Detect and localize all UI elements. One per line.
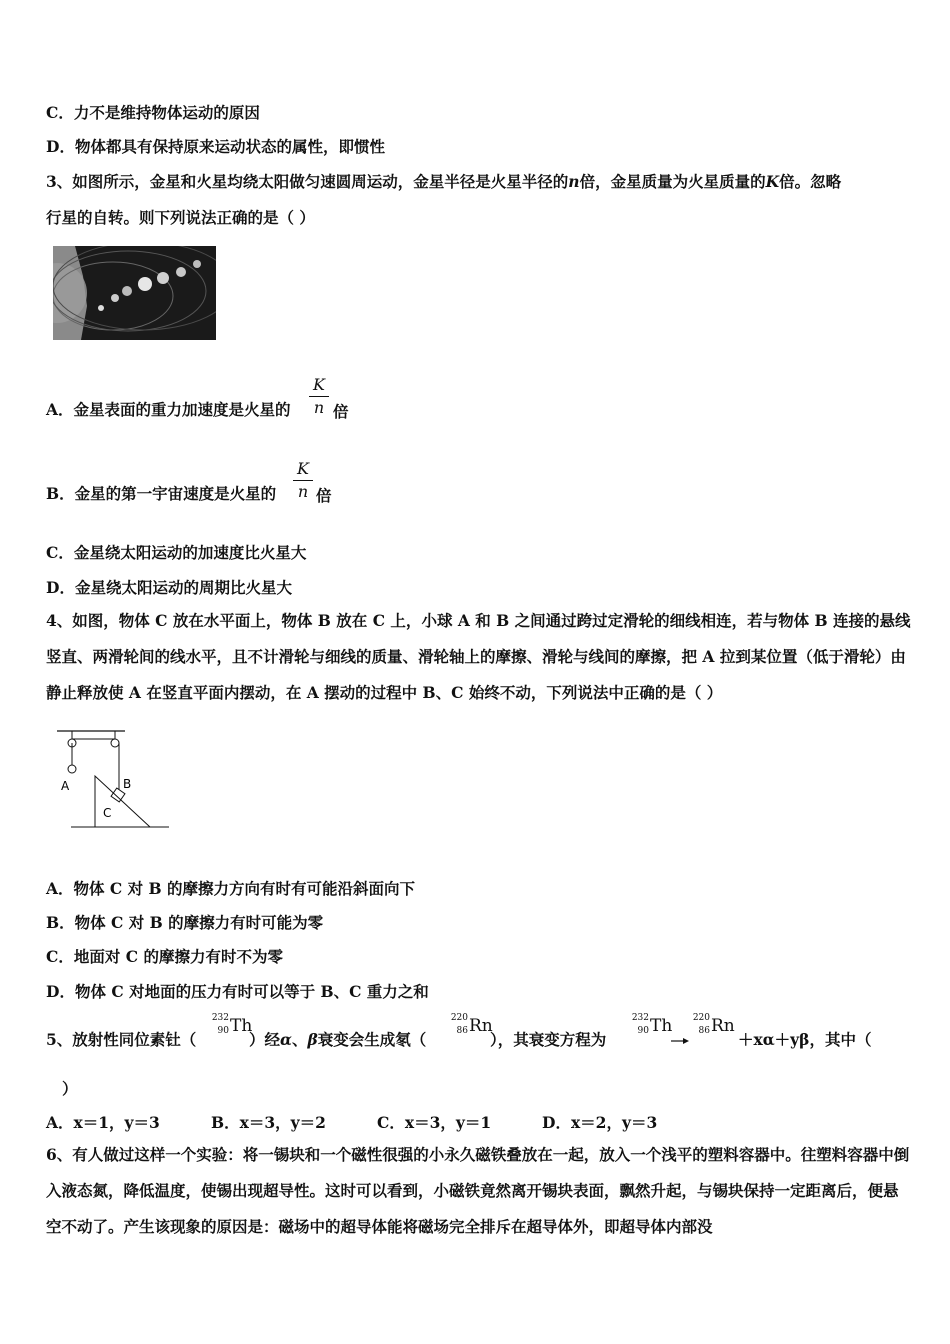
- q6-stem: 6、有人做过这样一个实验：将一锡块和一个磁性很强的小永久磁铁叠放在一起，放入一个浅平的塑料容器中。往塑料容器中倒入液态氮，降低温度，使锡出现超导性。这时可以看到，小磁铁竟然离开锡块表面，飘然升起，与锡块保持一定距离后，便悬空不动了。产生该现象的原因是：磁场中的超导体能将磁场完全排斥在超导体外，即超导体内部没: [46, 1145, 910, 1236]
- arrow-icon: [671, 1036, 689, 1046]
- q3-stem-line2: 行星的自转。则下列说法正确的是（ ）: [46, 208, 315, 227]
- q5-option-c: C．x＝3，y＝1: [377, 1113, 492, 1132]
- nuclide-radon-1: 220 86 Rn: [450, 1013, 493, 1036]
- q5-stem-part2: ）经α、β衰变会生成氡（: [249, 1030, 427, 1049]
- q5-stem-part1: 5、放射性同位素钍（: [46, 1030, 197, 1049]
- label-c: C: [103, 806, 112, 820]
- q5-close-paren: ）: [62, 1079, 78, 1098]
- q5-stem-part4: ＋xα＋yβ，其中（: [738, 1030, 872, 1049]
- q3-option-b: B．金星的第一宇宙速度是火星的: [46, 484, 277, 503]
- q3-option-a-fraction: K n: [309, 376, 329, 417]
- q5-option-d: D．x＝2，y＝3: [542, 1113, 658, 1132]
- q5-option-a: A．x＝1，y＝3: [46, 1113, 160, 1132]
- pulley-incline-figure: [55, 728, 173, 830]
- nuclide-thorium-1: 232 90 Th: [211, 1013, 253, 1036]
- q3-option-c: C．金星绕太阳运动的加速度比火星大: [46, 543, 307, 562]
- q3-stem-line1: 3、如图所示，金星和火星均绕太阳做匀速圆周运动，金星半径是火星半径的n倍，金星质量为火星质量的K倍。忽略: [46, 172, 842, 191]
- label-b: B: [123, 777, 132, 791]
- q3-option-a-suffix: 倍: [333, 402, 349, 421]
- q2-option-d: D．物体都具有保持原来运动状态的属性，即惯性: [46, 137, 385, 156]
- q4-stem: 4、如图，物体 C 放在水平面上，物体 B 放在 C 上，小球 A 和 B 之间通过跨过定滑轮的细线相连，若与物体 B 连接的悬线竖直、两滑轮间的线水平，且不计滑轮与细线的质量、滑轮轴上的摩擦、滑轮与线间的摩擦，把 A 拉到某位置（低于滑轮）由静止释放使 A 在竖直平面内摆动，在 A 摆动的过程中 B、C 始终不动，下列说法中正确的是（ ）: [46, 611, 911, 702]
- solar-system-figure: [53, 246, 216, 340]
- nuclide-radon-2: 220 86 Rn: [692, 1013, 735, 1036]
- nuclide-thorium-2: 232 90 Th: [631, 1013, 673, 1036]
- q5-option-b: B．x＝3，y＝2: [211, 1113, 326, 1132]
- q4-option-a: A．物体 C 对 B 的摩擦力方向有时有可能沿斜面向下: [46, 879, 416, 898]
- q3-option-a: A．金星表面的重力加速度是火星的: [46, 400, 291, 419]
- label-a: A: [61, 779, 70, 793]
- q2-option-c: C．力不是维持物体运动的原因: [46, 103, 260, 122]
- q4-option-c: C．地面对 C 的摩擦力有时不为零: [46, 947, 283, 966]
- q3-option-d: D．金星绕太阳运动的周期比火星大: [46, 578, 292, 597]
- q4-option-d: D．物体 C 对地面的压力有时可以等于 B、C 重力之和: [46, 982, 429, 1001]
- q4-option-b: B．物体 C 对 B 的摩擦力有时可能为零: [46, 913, 324, 932]
- q3-option-b-fraction: K n: [293, 460, 313, 501]
- q5-stem-part3: ），其衰变方程为: [490, 1030, 607, 1049]
- q3-option-b-suffix: 倍: [316, 486, 332, 505]
